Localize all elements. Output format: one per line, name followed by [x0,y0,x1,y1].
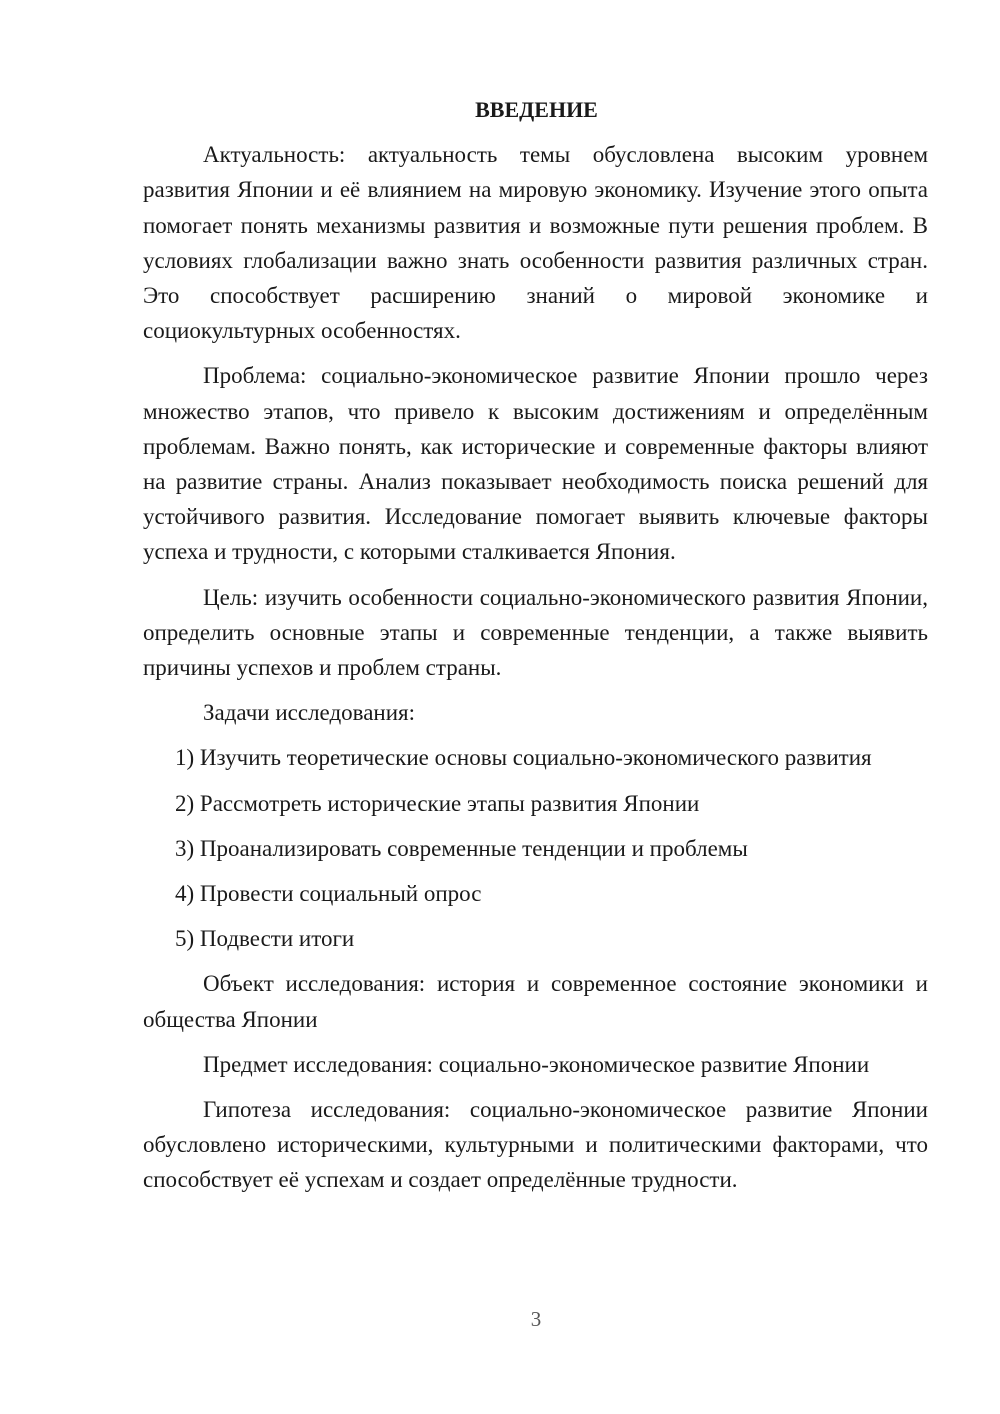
problem-paragraph: Проблема: социально-экономическое развитие Японии прошло через множество этапов, что привело к высоким достижениям и определённым проблемам. Важно понять, как исторические и современные факторы влияют на развитие страны. Анализ показывает необходимость поиска решений для устойчивого развития. Исследование помогает выявить ключевые факторы успеха и трудности, с которыми сталкивается Япония. [143,363,928,565]
relevance-paragraph: Актуальность: актуальность темы обусловлена высоким уровнем развития Японии и её влиянием на мировую экономику. Изучение этого опыта помогает понять механизмы развития и возможные пути решения проблем. В условиях глобализации важно знать особенности развития различных стран. Это способствует расширению знаний о мировой экономике и социокультурных особенностях. [143,142,928,344]
tasks-list [143,740,928,956]
hypothesis-paragraph: Гипотеза исследования: социально-экономическое развитие Японии обусловлено историческими, культурными и политическими факторами, что способствует её успехам и создает определённые трудности. [143,1097,928,1193]
task-item: 2) Рассмотреть исторические этапы развития Японии [175,790,700,816]
document-body [143,92,928,1208]
task-item: 4) Провести социальный опрос [175,881,482,907]
subject-paragraph: Предмет исследования: социально-экономическое развитие Японии [203,1051,870,1077]
page-number: 3 [530,1307,542,1331]
tasks-heading: Задачи исследования: [203,700,416,726]
task-item: 3) Проанализировать современные тенденции и проблемы [175,835,748,861]
goal-paragraph: Цель: изучить особенности социально-экономического развития Японии, определить основные этапы и современные тенденции, а также выявить причины успехов и проблем страны. [143,584,928,681]
object-paragraph: Объект исследования: история и современное состояние экономики и общества Японии [143,971,928,1032]
task-item: 5) Подвести итоги [175,926,355,952]
task-item: 1) Изучить теоретические основы социально-экономического развития [175,745,872,771]
section-title: ВВЕДЕНИЕ [475,97,598,122]
